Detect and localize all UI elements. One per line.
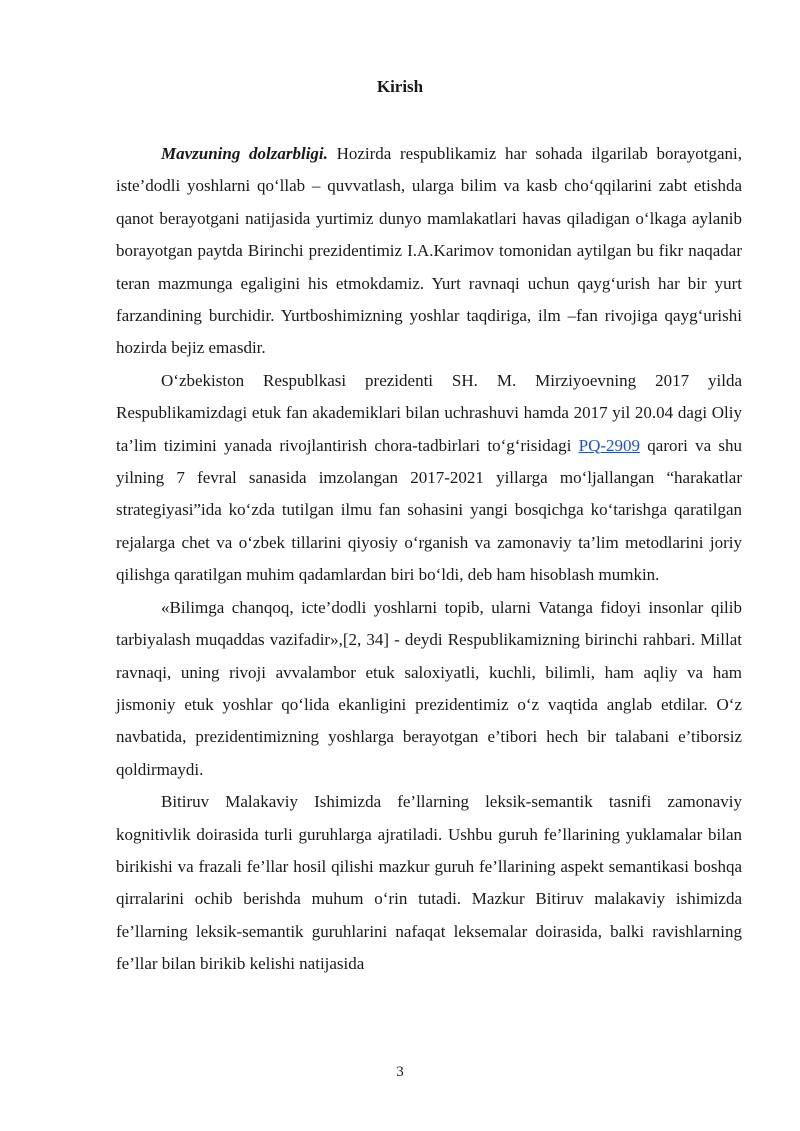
paragraph-text-before-link: O‘zbekiston Respublkasi prezidenti SH. M. Mirziyoevning 2017 yilda Respublikamizdagi etuk fan akademiklari bilan uchrashuvi hamda 2017 yil 20.04 dagi Oliy ta’lim tizimini yanada rivojlantirish chora-tadbirlari to‘g‘risidagi (116, 370, 742, 455)
section-title: Kirish (376, 77, 424, 96)
paragraph-relevance (116, 138, 742, 365)
paragraph-text: Hozirda respublikamiz har sohada ilgarilab borayotgani, iste’dodli yoshlarni qo‘llab – quvvatlash, ularga bilim va kasb cho‘qqilarini zabt etishda qanot berayotgani natijasida yurtimiz dunyo mamlakatlari havas qiladigan o‘lkaga aylanib borayotgan paytda Birinchi prezidentimiz I.A.Karimov tomonidan aytilgan bu fikr naqadar teran mazmunga egaligini his etmokdamiz. Yurt ravnaqi uchun qayg‘urish har bir yurt farzandining burchidir. Yurtboshimizning yoshlar taqdiriga, ilm –fan rivojiga qayg‘urishi hozirda bejiz emasdir. (116, 144, 742, 358)
paragraph-thesis: Bitiruv Malakaviy Ishimizda fe’llarning leksik-semantik tasnifi zamonaviy kognitivlik doirasida turli guruhlarga ajratiladi. Ushbu guruh fe’llarining yuklamalar bilan birikishi va frazali fe’llar hosil qilishi mazkur guruh fe’llarining aspekt semantikasi boshqa qirralarini ochib berishda muhum o‘rin tutadi. Mazkur Bitiruv malakaviy ishimizda fe’llarning leksik-semantik guruhlarini nafaqat leksemalar doirasida, balki ravishlarning fe’llar bilan birikib kelishi natijasida (116, 792, 742, 974)
page-number: 3 (396, 1064, 404, 1080)
paragraph-quote: «Bilimga chanqoq, icte’dodli yoshlarni topib, ularni Vatanga fidoyi insonlar qilib tarbiyalash muqaddas vazifadir»,[2, 34] - deydi Respublikamizning birinchi rahbari. Millat ravnaqi, uning rivoji avvalambor etuk saloxiyatli, kuchli, bilimli, ham aqliy va ham jismoniy etuk yoshlar qo‘lida ekanligini prezidentimiz o‘z vaqtida anglab etdilar. O‘z navbatida, prezidentimizning yoshlarga berayotgan e’tibori hech bir talabani e’tiborsiz qoldirmaydi. (116, 597, 742, 779)
paragraph-text-after-link: qarori va shu yilning 7 fevral sanasida imzolangan 2017-2021 yillarga mo‘ljallangan “harakatlar strategiyasi”ida ko‘zda tutilgan ilmu fan sohasini yangi bosqichga ko‘tarishga qaratilgan rejalarga chet va o‘zbek tillarini qiyosiy o‘rganish va zamonaviy ta’lim metodlarini joriy qilishga qaratilgan muhim qadamlardan biri bo‘ldi, deb ham hisoblash mumkin. (116, 435, 742, 585)
paragraph-decree (116, 365, 742, 592)
document-body (116, 138, 742, 981)
decree-link[interactable]: PQ-2909 (578, 435, 641, 455)
paragraph-lead: Mavzuning dolzarbligi. (161, 144, 328, 163)
